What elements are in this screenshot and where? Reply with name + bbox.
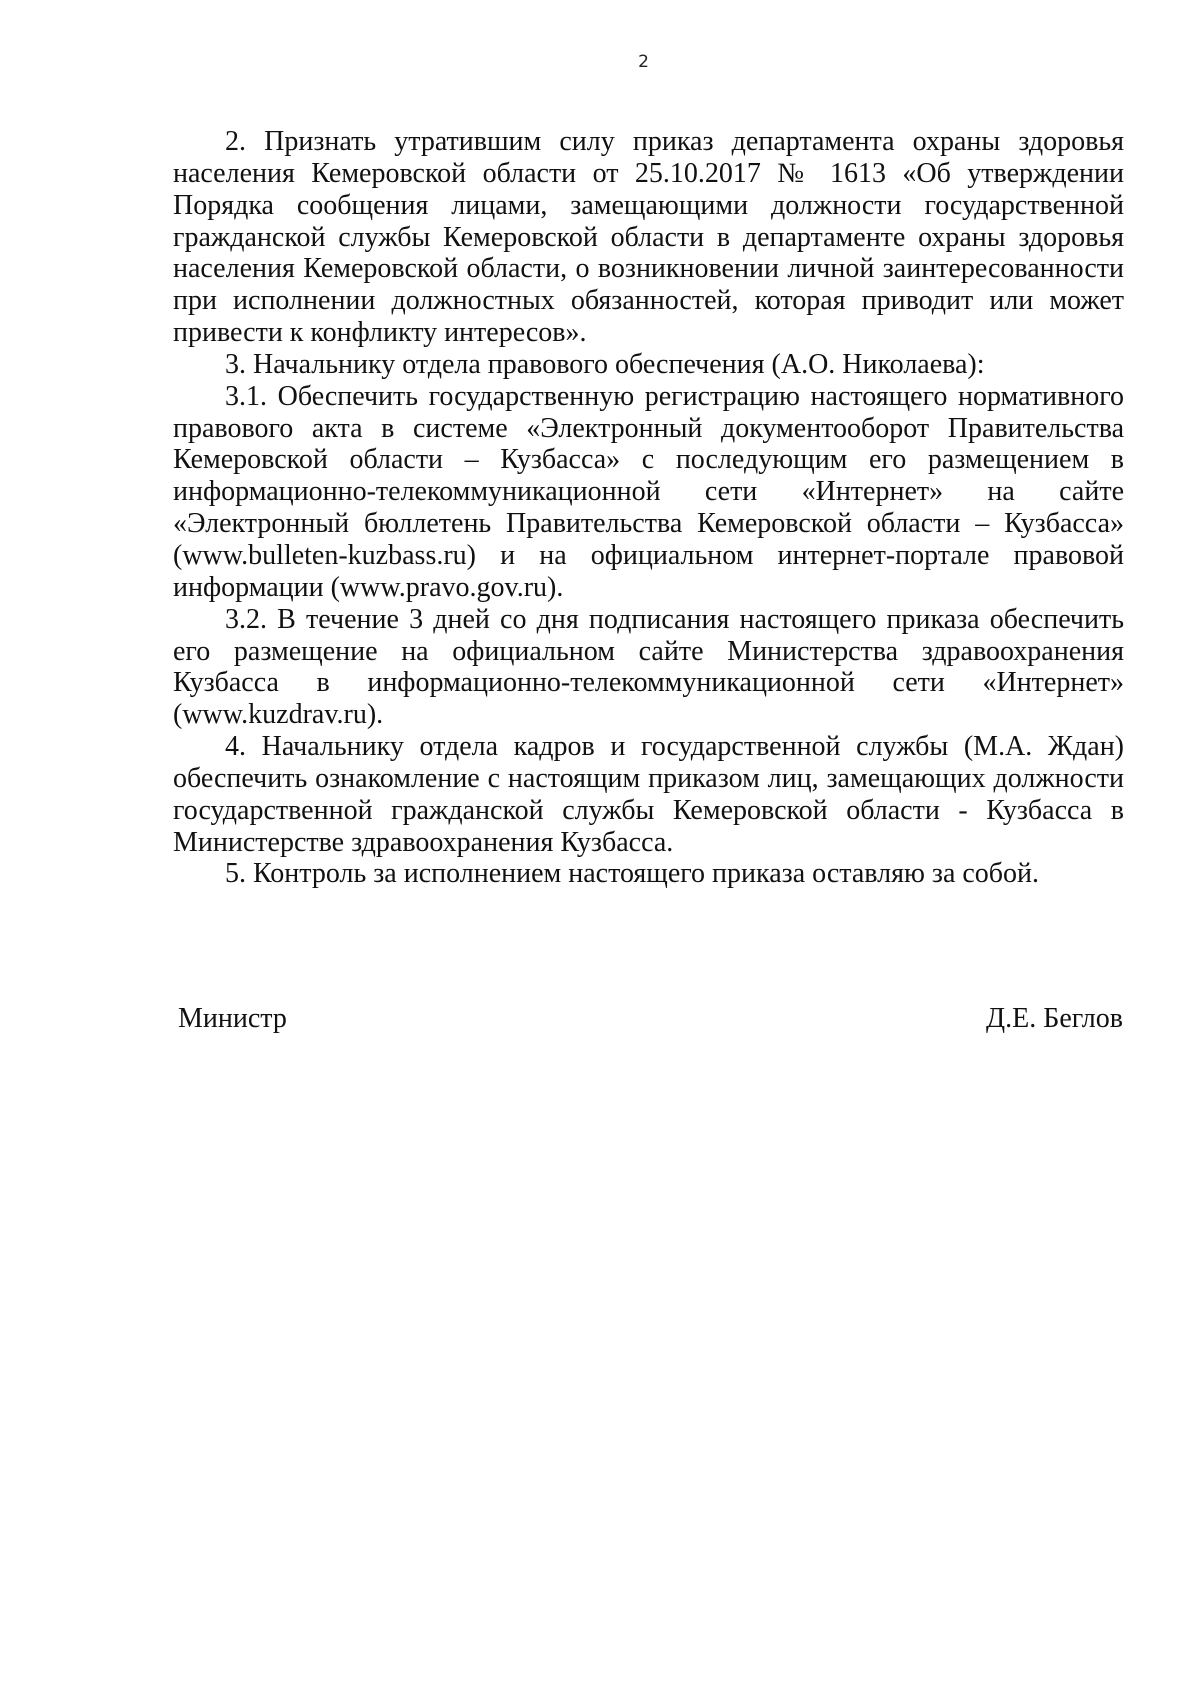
paragraph-5: 5. Контроль за исполнением настоящего приказа оставляю за собой. (225, 858, 1040, 890)
signature-block (178, 1003, 1123, 1035)
document-body (173, 126, 1124, 890)
paragraph-4: 4. Начальнику отдела кадров и государственной службы (М.А. Ждан) обеспечить ознакомление с настоящим приказом лиц, замещающих должности государственной гражданской службы Кемеровской области - Кузбасса в Министерстве здравоохранения Кузбасса. (173, 731, 1124, 858)
signatory-name: Д.Е. Беглов (986, 1003, 1123, 1034)
paragraph-3: 3. Начальнику отдела правового обеспечения (А.О. Николаева): (225, 348, 985, 380)
signatory-title: Министр (178, 1003, 287, 1034)
page-number: 2 (638, 52, 649, 72)
paragraph-2: 2. Признать утратившим силу приказ департамента охраны здоровья населения Кемеровской области от 25.10.2017 № 1613 «Об утверждении Порядка сообщения лицами, замещающими должности государственной гражданской службы Кемеровской области в департаменте охраны здоровья населения Кемеровской области, о возникновении личной заинтересованности при исполнении должностных обязанностей, которая приводит или может привести к конфликту интересов». (173, 126, 1124, 349)
paragraph-3-2: 3.2. В течение 3 дней со дня подписания настоящего приказа обеспечить его размещение на официальном сайте Министерства здравоохранения Кузбасса в информационно-телекоммуникационной сети «Интернет» (www.kuzdrav.ru). (173, 603, 1124, 731)
paragraph-3-1: 3.1. Обеспечить государственную регистрацию настоящего нормативного правового акта в системе «Электронный документооборот Правительства Кемеровской области – Кузбасса» с последующим его размещением в информационно-телекоммуникационной сети «Интернет» на сайте «Электронный бюллетень Правительства Кемеровской области – Кузбасса» (www.bulleten-kuzbass.ru) и на официальном интернет-портале правовой информации (www.pravo.gov.ru). (173, 380, 1124, 603)
